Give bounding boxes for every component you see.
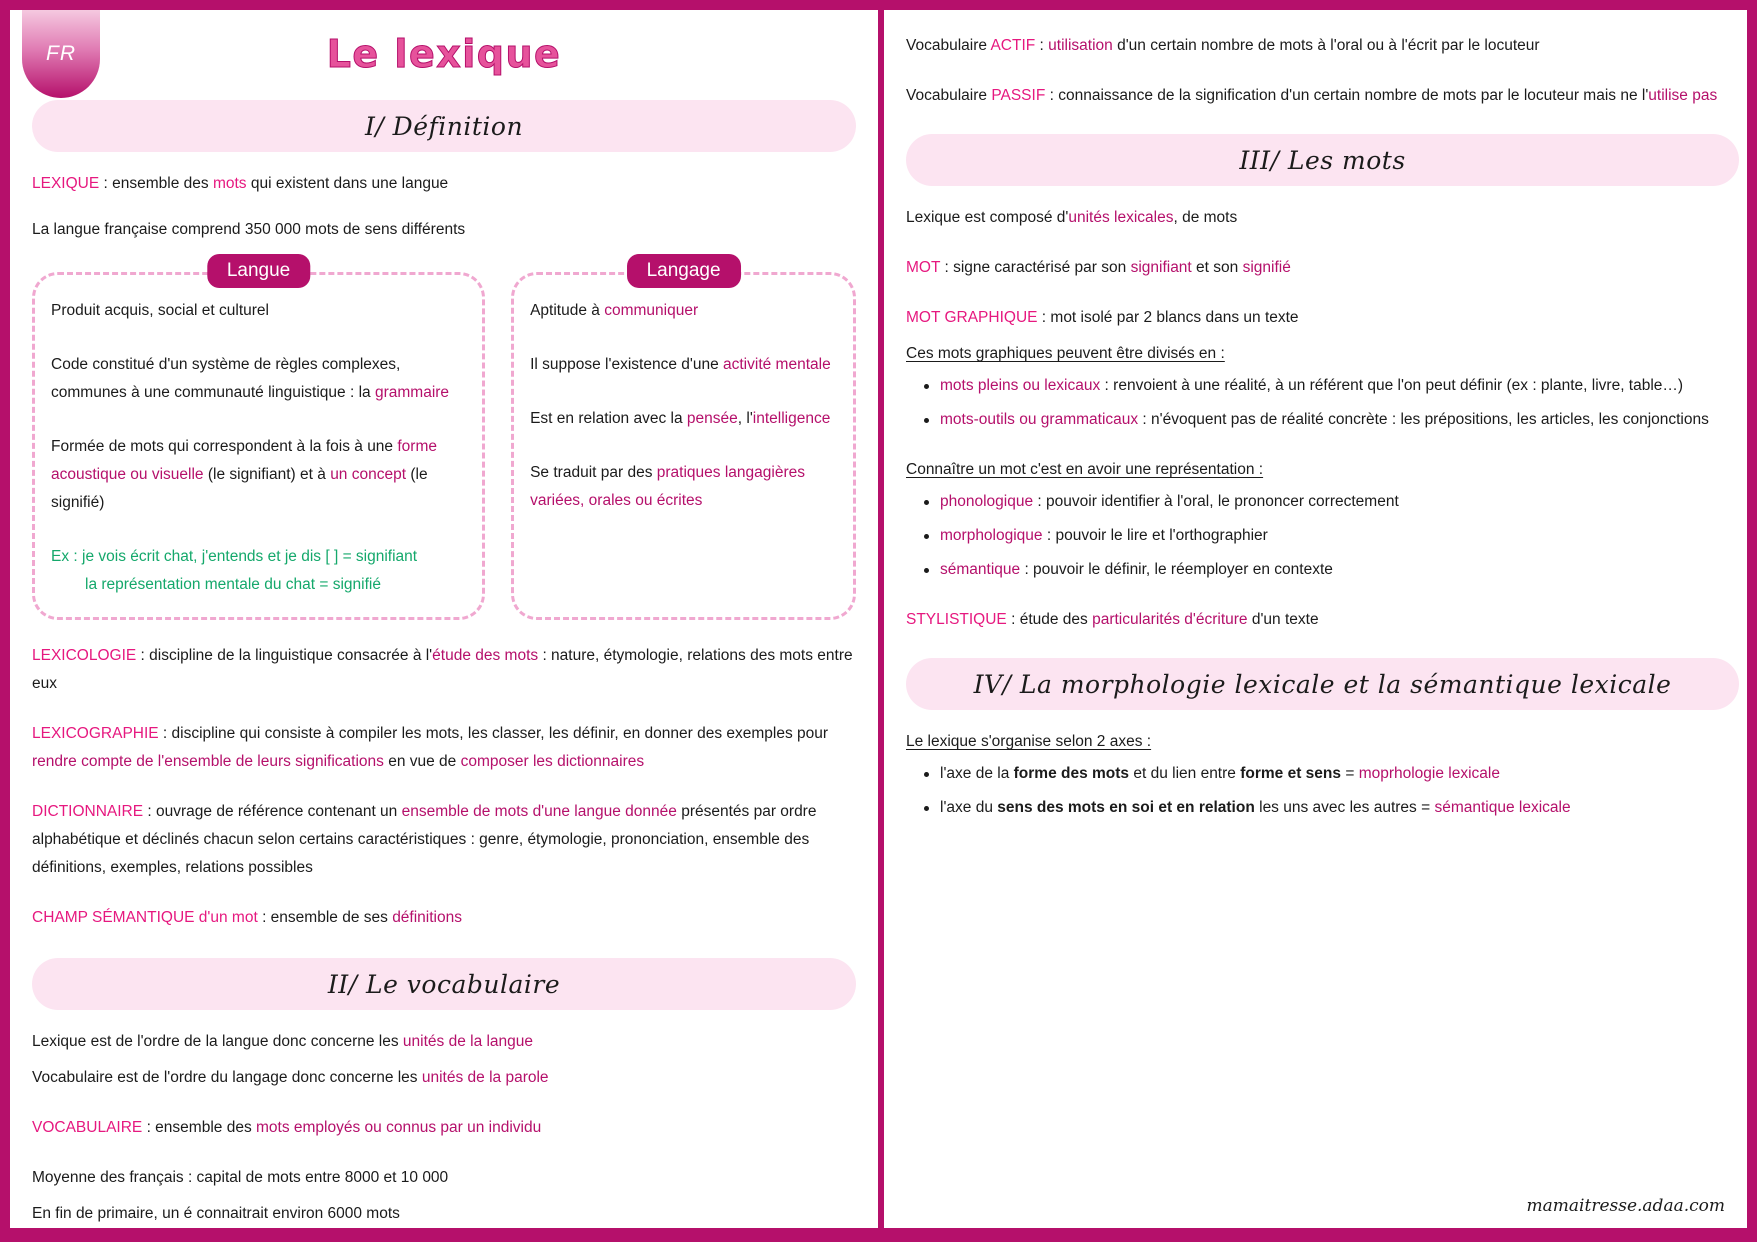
list-item: [940, 406, 1739, 434]
axe-forme-text-d: =: [1341, 765, 1359, 782]
langage-line-2a: Il suppose l'existence d'une: [530, 356, 723, 373]
vocabulaire-passif-text-b: : connaissance de la signification d'un certain nombre de mots par le locuteur mais ne l': [1045, 87, 1649, 104]
mot-graphique-term: MOT GRAPHIQUE: [906, 309, 1038, 326]
axe-forme-text-c: et du lien entre: [1129, 765, 1241, 782]
morphologique-term: morphologique: [940, 527, 1043, 544]
vocabulaire-actif-text-c: d'un certain nombre de mots à l'oral ou à l'écrit par le locuteur: [1112, 37, 1540, 54]
unites-lexicales-highlight: unités lexicales: [1068, 209, 1174, 226]
moyenne-francais-line: Moyenne des français : capital de mots entre 8000 et 10 000: [32, 1169, 449, 1186]
lexique-text-a: : ensemble des: [99, 175, 213, 192]
lexicographie-term: LEXICOGRAPHIE: [32, 725, 159, 742]
morphologique-rest: : pouvoir le lire et l'orthographier: [1042, 527, 1268, 544]
langage-line-4: [530, 459, 837, 515]
lexicologie-term: LEXICOLOGIE: [32, 647, 137, 664]
vocabulaire-term: VOCABULAIRE: [32, 1119, 143, 1136]
axe-forme-bold-2: forme et sens: [1240, 765, 1342, 782]
vocab-line-1a: Lexique est de l'ordre de la langue donc concerne les: [32, 1033, 403, 1050]
semantique-rest: : pouvoir le définir, le réemployer en contexte: [1020, 561, 1333, 578]
vocab-unites-parole-highlight: unités de la parole: [421, 1069, 549, 1086]
concept-box-langage-label: Langage: [627, 254, 741, 288]
section-banner-les-mots: [906, 134, 1739, 186]
lexicographie-highlight-2: composer les dictionnaires: [460, 753, 645, 770]
vocabulaire-passif-text-a: Vocabulaire: [906, 87, 992, 104]
langue-example-line-2: la représentation mentale du chat = signifié: [85, 576, 381, 593]
mot-graphique-text: : mot isolé par 2 blancs dans un texte: [1037, 309, 1299, 326]
page-title: Le lexique: [326, 32, 562, 76]
dictionnaire-highlight: ensemble de mots d'une langue donnée: [401, 803, 677, 820]
phonologique-rest: : pouvoir identifier à l'oral, le prononcer correctement: [1033, 493, 1399, 510]
semantique-term: sémantique: [940, 561, 1021, 578]
concept-box-langue: [32, 260, 485, 620]
subject-tab-label: FR: [46, 42, 76, 65]
fin-primaire-line: En fin de primaire, un é connaitrait environ 6000 mots: [32, 1205, 400, 1222]
vocabulaire-passif-highlight: utilise pas: [1648, 87, 1718, 104]
langue-example: [51, 543, 466, 599]
mot-text-b: et son: [1191, 259, 1243, 276]
lexicologie-text-b: : nature, étymologie, relations des mots entre eux: [32, 647, 853, 692]
langage-pratiques-highlight: pratiques langagières variées, orales ou écrites: [530, 464, 805, 509]
axe-sens-text-a: l'axe du: [940, 799, 998, 816]
section-banner-vocabulaire-label: II/ Le vocabulaire: [327, 969, 561, 999]
list-item: [940, 794, 1739, 822]
langue-line-3a: Formée de mots qui correspondent à la fois à une: [51, 438, 398, 455]
vocab-line-1: [32, 1028, 856, 1056]
lexique-text-b: qui existent dans une langue: [246, 175, 449, 192]
semantique-lexicale-highlight: sémantique lexicale: [1434, 799, 1571, 816]
champ-semantique-highlight: définitions: [392, 909, 462, 926]
vocab-unites-langue-highlight: unités de la langue: [402, 1033, 534, 1050]
connaitre-subtitle: Connaître un mot c'est en avoir une représentation :: [906, 461, 1264, 478]
champ-semantique-definition: [32, 904, 856, 932]
vocab-line-2a: Vocabulaire est de l'ordre du langage donc concerne les: [32, 1069, 422, 1086]
mots-pleins-rest: : renvoient à une réalité, à un référent que l'on peut définir (ex : plante, livre, table…): [1100, 377, 1684, 394]
dictionnaire-text-b: présentés par ordre alphabétique et déclinés chacun selon certains caractéristiques : genre, étymologie, prononciation, ensemble des définitions, exemples, relations possibles: [32, 803, 817, 876]
vocab-line-2: [32, 1064, 856, 1092]
vocabulaire-highlight: mots employés ou connus par un individu: [256, 1119, 542, 1136]
mot-definition: [906, 254, 1739, 282]
langage-communiquer-highlight: communiquer: [604, 302, 699, 319]
section-banner-definition: [32, 100, 856, 152]
divises-bullet-list: [906, 372, 1739, 434]
vocabulaire-text-a: : ensemble des: [142, 1119, 256, 1136]
lexicographie-definition: [32, 720, 856, 776]
langue-line-3: [51, 433, 466, 517]
vocabulaire-actif-line: [906, 32, 1739, 60]
vocabulaire-actif-text-a: Vocabulaire: [906, 37, 991, 54]
lexicographie-highlight-1: rendre compte de l'ensemble de leurs significations: [32, 753, 384, 770]
axes-bullet-list: [906, 760, 1739, 822]
langage-line-4a: Se traduit par des: [530, 464, 657, 481]
langage-line-1: [530, 297, 837, 325]
stylistique-text-b: d'un texte: [1247, 611, 1319, 628]
mot-graphique-definition: [906, 304, 1739, 332]
concept-boxes: [32, 260, 856, 620]
signifiant-highlight: signifiant: [1130, 259, 1192, 276]
champ-semantique-text-a: : ensemble de ses: [257, 909, 393, 926]
langue-line-2b: communes à une communauté linguistique : la: [51, 384, 375, 401]
lexique-term: LEXIQUE: [32, 175, 100, 192]
stylistique-term: STYLISTIQUE: [906, 611, 1007, 628]
lexicologie-highlight: étude des mots: [432, 647, 539, 664]
list-item: [940, 522, 1739, 550]
langue-example-line-1: Ex : je vois écrit chat, j'entends et je dis [ ] = signifiant: [51, 548, 418, 565]
langue-grammaire-highlight: grammaire: [374, 384, 450, 401]
vocabulaire-passif-line: [906, 82, 1739, 110]
lexicographie-text-a: : discipline qui consiste à compiler les mots, les classer, les définir, en donner des exemples pour: [158, 725, 829, 742]
champ-semantique-term: CHAMP SÉMANTIQUE d'un mot: [32, 909, 258, 926]
axe-forme-text-a: l'axe de la: [940, 765, 1014, 782]
list-item: [940, 372, 1739, 400]
langue-line-2: [51, 351, 466, 407]
langage-line-2: [530, 351, 837, 379]
mots-outils-term: mots-outils ou grammaticaux: [940, 411, 1139, 428]
mot-text-a: : signe caractérisé par son: [940, 259, 1131, 276]
stylistique-text-a: : étude des: [1006, 611, 1093, 628]
vocabulaire-actif-term: ACTIF: [990, 37, 1036, 54]
lexique-compose-text-b: , de mots: [1173, 209, 1238, 226]
vocabulaire-passif-term: PASSIF: [991, 87, 1046, 104]
lexique-compose-line: [906, 204, 1739, 232]
langage-line-3b: , l': [737, 410, 753, 427]
axe-sens-bold-1: sens des mots en soi et en relation: [997, 799, 1255, 816]
right-column: [884, 10, 1757, 828]
list-item: [940, 488, 1739, 516]
section-banner-definition-label: I/ Définition: [364, 111, 524, 141]
section-banner-les-mots-label: III/ Les mots: [1239, 145, 1406, 175]
section-banner-morphologie-label: IV/ La morphologie lexicale et la sémantique lexicale: [973, 669, 1672, 699]
stylistique-highlight: particularités d'écriture: [1092, 611, 1248, 628]
dictionnaire-definition: [32, 798, 856, 882]
langage-line-3: [530, 405, 837, 433]
lexicologie-text-a: : discipline de la linguistique consacrée à l': [136, 647, 433, 664]
list-item: [940, 556, 1739, 584]
lexique-compose-text-a: Lexique est composé d': [906, 209, 1069, 226]
word-count-line: La langue française comprend 350 000 mots de sens différents: [32, 221, 466, 238]
dictionnaire-text-a: : ouvrage de référence contenant un: [143, 803, 402, 820]
concept-box-langue-label: Langue: [207, 254, 310, 288]
langue-concept-highlight: un concept: [330, 466, 407, 483]
langage-activite-highlight: activité mentale: [723, 356, 831, 373]
axe-forme-bold-1: forme des mots: [1013, 765, 1130, 782]
divises-subtitle: Ces mots graphiques peuvent être divisés en :: [906, 345, 1225, 362]
lexique-highlight: mots: [212, 175, 247, 192]
phonologique-term: phonologique: [940, 493, 1034, 510]
footer-credit: mamaitresse.adaa.com: [1526, 1196, 1725, 1216]
mots-pleins-term: mots pleins ou lexicaux: [940, 377, 1101, 394]
lexique-definition: [32, 170, 856, 198]
vocabulaire-actif-highlight: utilisation: [1048, 37, 1113, 54]
signifie-highlight: signifié: [1242, 259, 1291, 276]
dictionnaire-term: DICTIONNAIRE: [32, 803, 144, 820]
langage-line-3a: Est en relation avec la: [530, 410, 687, 427]
morphologie-lexicale-highlight: moprhologie lexicale: [1358, 765, 1500, 782]
list-item: [940, 760, 1739, 788]
mots-outils-rest: : n'évoquent pas de réalité concrète : les prépositions, les articles, les conjonctions: [1138, 411, 1709, 428]
section-banner-morphologie: [906, 658, 1739, 710]
left-column: [10, 10, 878, 1228]
langue-line-3c: (le signifié): [51, 466, 428, 511]
vocabulaire-definition: [32, 1114, 856, 1142]
connaitre-bullet-list: [906, 488, 1739, 584]
section-banner-vocabulaire: [32, 958, 856, 1010]
langue-line-1: Produit acquis, social et culturel: [51, 302, 269, 319]
mot-term: MOT: [906, 259, 941, 276]
langue-line-2a: Code constitué d'un système de règles complexes,: [51, 356, 401, 373]
langage-line-1a: Aptitude à: [530, 302, 605, 319]
lexicographie-text-b: en vue de: [383, 753, 461, 770]
concept-box-langage: [511, 260, 856, 620]
axes-subtitle: Le lexique s'organise selon 2 axes :: [906, 733, 1152, 750]
lexicologie-definition: [32, 642, 856, 698]
langage-pensee-highlight: pensée: [686, 410, 738, 427]
axe-sens-text-c: les uns avec les autres =: [1254, 799, 1435, 816]
stylistique-definition: [906, 606, 1739, 634]
langue-line-3b: (le signifiant) et à: [203, 466, 331, 483]
langue-forme-highlight: forme acoustique ou visuelle: [51, 438, 437, 483]
langage-intelligence-highlight: intelligence: [752, 410, 831, 427]
vocabulaire-actif-text-b: :: [1035, 37, 1049, 54]
